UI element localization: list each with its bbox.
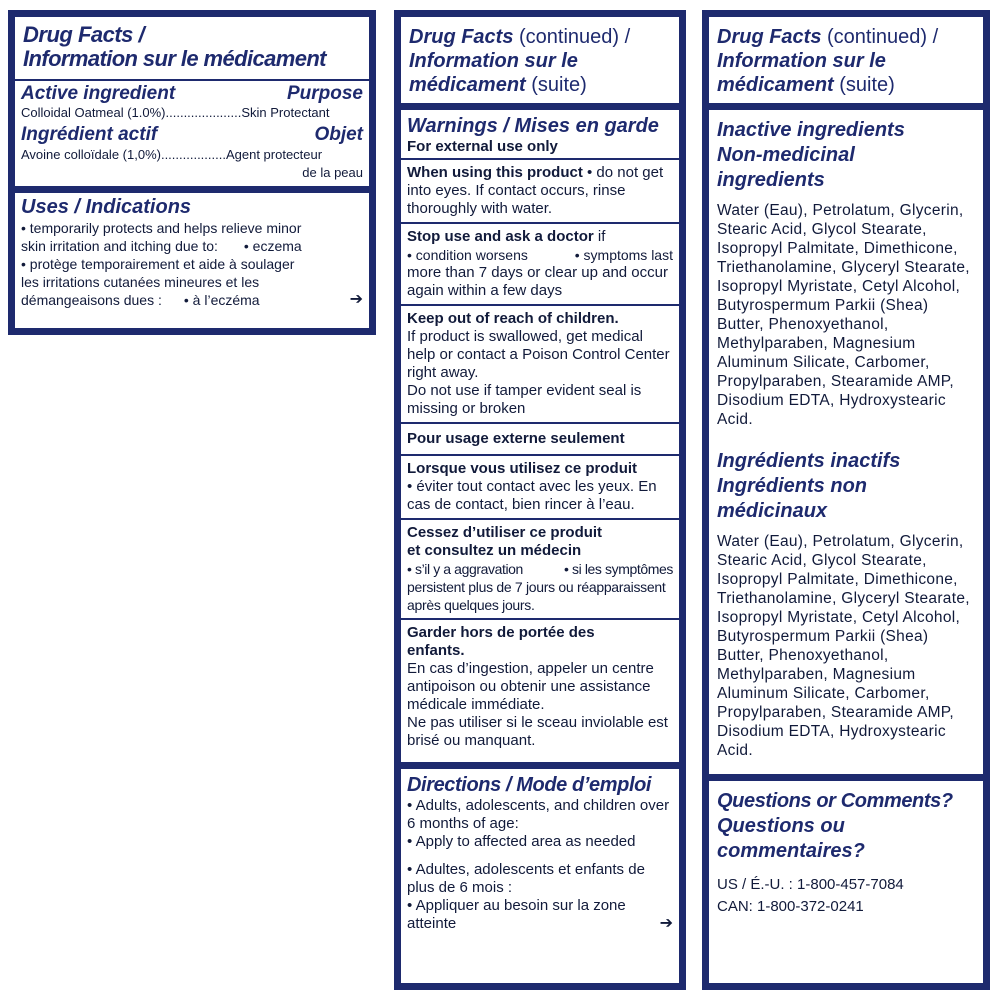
phone-can: CAN: 1-800-372-0241 [717,898,864,915]
inactifs-heading-1: Ingrédients inactifs [717,450,901,472]
uses-line-2c: démangeaisons dues : [21,292,162,308]
questions-section [709,781,983,926]
stop-use-condition: • condition worsens [407,247,528,263]
panel2-title-b: (continued) / [513,26,631,48]
uses-line-2d: • à l’eczéma [183,292,260,308]
cessez-heading-2: et consultez un médecin [407,542,582,559]
ingredient-actif-line: Avoine colloïdale (1,0%)..................Agent protecteur [21,147,323,162]
panel3-title-c: Information sur le [717,50,886,72]
uses-line-2a: • protège temporairement et aide à soulager [21,256,295,272]
cessez-symptomes: • si les symptômes [564,561,673,577]
stop-use-symptoms: • symptoms last [574,247,673,263]
uses-line-1a: • temporarily protects and helps relieve minor [21,220,302,236]
garder-section [401,620,679,754]
panel2-title-c: Information sur le [409,50,578,72]
drug-facts-panel-3 [702,10,990,990]
directions-line-4: • Appliquer au besoin sur la zone atteinte [407,897,626,932]
drug-facts-panel-1 [8,10,376,335]
purpose-heading: Purpose [286,83,363,104]
ingredient-actif-heading: Ingrédient actif [21,124,158,145]
uses-line-1b: skin irritation and itching due to: [21,238,218,254]
keep-out-section [401,306,679,422]
lorsque-heading: Lorsque vous utilisez ce produit [407,460,638,477]
inactifs-heading-3: médicinaux [717,500,828,522]
continue-arrow-icon: ➔ [659,915,673,932]
active-ingredient-line: Colloidal Oatmeal (1.0%).....................Skin Protectant [21,105,330,120]
stop-use-if: if [593,228,606,245]
directions-line-3: • Adultes, adolescents et enfants de plus de 6 mois : [407,861,645,896]
inactive-heading-2: Non-medicinal [717,144,855,166]
uses-line-2b: les irritations cutanées mineures et les [21,274,260,290]
keep-out-text: If product is swallowed, get medical help or contact a Poison Control Center right away. [407,328,670,381]
active-ingredient-heading: Active ingredient [21,83,176,104]
panel2-header [401,17,679,101]
stop-use-section [401,224,679,304]
panel2-title-d: médicament [409,74,526,96]
questions-heading-2: Questions ou [717,815,845,837]
uses-heading: Uses / Indications [21,196,192,218]
lorsque-text: • éviter tout contact avec les yeux. En cas de contact, bien rincer à l’eau. [407,478,657,513]
when-using-text: • do not get into eyes. If contact occurs, rinse thoroughly with water. [407,164,664,217]
directions-line-2: • Apply to affected area as needed [407,833,636,850]
inactive-ingredients-section [709,110,983,768]
warnings-heading: Warnings / Mises en garde [407,115,659,137]
panel2-title-a: Drug Facts [409,26,514,48]
keep-out-heading: Keep out of reach of children. [407,310,619,327]
panel3-title-e: (suite) [833,74,895,96]
questions-heading-3: commentaires? [717,840,865,862]
when-using-section [401,160,679,222]
cessez-text: persistent plus de 7 jours ou réapparaissent après quelques jours. [407,579,666,613]
panel3-header [709,17,983,101]
lorsque-section [401,456,679,518]
directions-line-1: • Adults, adolescents, and children over 6 months of age: [407,797,670,832]
panel3-title-b: (continued) / [821,26,939,48]
questions-heading-1: Questions or Comments? [717,790,953,812]
continue-arrow-icon: ➔ [349,291,363,308]
garder-heading: Garder hors de portée des enfants. [407,624,595,659]
external-use-text: For external use only [407,138,558,155]
objet-heading: Objet [314,124,363,145]
uses-section [15,193,369,311]
active-ingredient-section [15,81,369,186]
usage-externe-text: Pour usage externe seulement [407,430,625,447]
panel2-title-e: (suite) [525,74,587,96]
stop-use-heading: Stop use and ask a doctor [407,228,594,245]
warnings-section [401,110,679,158]
cessez-heading-1: Cessez d’utiliser ce produit [407,524,603,541]
directions-section [401,769,679,937]
panel3-title-d: médicament [717,74,834,96]
panel1-title-line1: Drug Facts / [23,22,145,47]
inactive-heading-3: ingredients [717,169,825,191]
sceau-text: Ne pas utiliser si le sceau inviolable est brisé ou manquant. [407,714,668,749]
cessez-aggravation: • s’il y a aggravation [407,561,523,577]
uses-line-1c: • eczema [243,238,302,254]
when-using-heading: When using this product [407,164,583,181]
stop-use-text: more than 7 days or clear up and occur again within a few days [407,264,668,299]
panel1-title-line2: Information sur le médicament [23,46,326,71]
garder-text: En cas d’ingestion, appeler un centre antipoison ou obtenir une assistance médicale immédiate. [407,660,654,713]
inactifs-ingredients-list: Water (Eau), Petrolatum, Glycerin, Stearic Acid, Glycol Stearate, Isopropyl Palmitate, Dimethicone, Triethanolamine, Glyceryl Stearate, Isopropyl Myristate, Cetyl Alcohol, Butyrospermum Parkii (Shea) Butter, Phenoxyethanol, Methylparaben, Magnesium Aluminum Silicate, Carbomer, Propylparaben, Stearamide AMP, Disodium EDTA, Hydroxystearic Acid. [717,533,970,759]
drug-facts-panel-2 [394,10,686,990]
inactifs-heading-2: Ingrédients non [717,475,867,497]
inactive-heading-1: Inactive ingredients [717,119,905,141]
tamper-text: Do not use if tamper evident seal is missing or broken [407,382,642,417]
cessez-section [401,520,679,618]
ingredient-actif-line2: de la peau [302,165,363,180]
inactive-ingredients-list: Water (Eau), Petrolatum, Glycerin, Stearic Acid, Glycol Stearate, Isopropyl Palmitate, Dimethicone, Triethanolamine, Glyceryl Stearate, Isopropyl Myristate, Cetyl Alcohol, Butyrospermum Parkii (Shea) Butter, Phenoxyethanol, Methylparaben, Magnesium Aluminum Silicate, Carbomer, Propylparaben, Stearamide AMP, Disodium EDTA, Hydroxystearic Acid. [717,202,970,428]
panel1-header [15,17,369,73]
directions-heading: Directions / Mode d’emploi [407,774,652,796]
panel3-title-a: Drug Facts [717,26,822,48]
phone-us: US / É.-U. : 1-800-457-7084 [717,876,904,893]
